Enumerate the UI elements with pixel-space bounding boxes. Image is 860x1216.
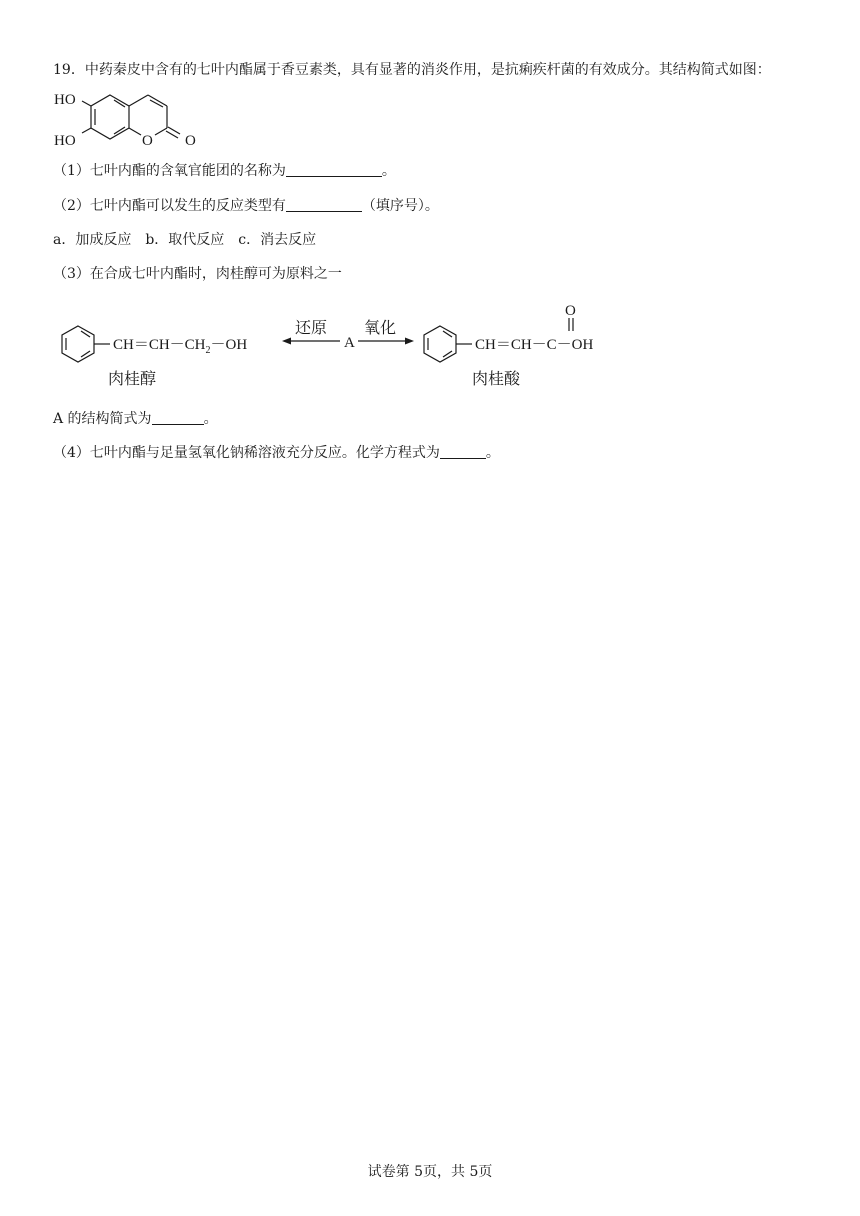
sub-question-a-end: 。 [203, 411, 218, 427]
sub-question-2-end: （填序号）。 [361, 198, 439, 214]
esculetin-structure [52, 84, 212, 154]
sub-question-a-text: A 的结构简式为 [53, 411, 152, 427]
intermediate-a-label: A [344, 335, 355, 351]
sub-question-2-text: （2）七叶内酯可以发生的反应类型有 [53, 198, 286, 214]
ho-bottom-label: HO [54, 133, 76, 149]
answer-blank-2[interactable] [286, 197, 362, 212]
sub-question-1 [53, 162, 396, 180]
sub-question-1-end: 。 [381, 163, 396, 179]
answer-blank-1[interactable] [286, 162, 382, 177]
sub-question-a [53, 410, 218, 428]
question-stem: 19．中药秦皮中含有的七叶内酯属于香豆素类，具有显著的消炎作用，是抗痢疾杆菌的有效成分。其结构简式如图： [53, 62, 771, 78]
answer-blank-4[interactable] [440, 444, 486, 459]
oxidation-label: 氧化 [364, 320, 397, 337]
ring-oxygen-label: O [142, 133, 153, 149]
options-line: a．加成反应 b．取代反应 c．消去反应 [53, 232, 317, 248]
reduction-label: 还原 [295, 320, 328, 337]
sub-question-2 [53, 197, 439, 215]
cinnamyl-alcohol-chain: $CH=CH-CH_2-OH$ [113, 337, 248, 356]
cinnamic-acid-name: 肉桂酸 [472, 371, 521, 388]
sub-question-3: （3）在合成七叶内酯时，肉桂醇可为原料之一 [53, 266, 342, 282]
page-footer: 试卷第 5页，共 5页 [367, 1164, 493, 1180]
sub-question-4-text: （4）七叶内酯与足量氢氧化钠稀溶液充分反应。化学方程式为 [53, 445, 440, 461]
cinnamic-acid-chain: CH＝CH－C－OH [475, 337, 594, 353]
sub-question-1-text: （1）七叶内酯的含氧官能团的名称为 [53, 163, 286, 179]
sub-question-4 [53, 444, 500, 462]
cinnamyl-alcohol-name: 肉桂醇 [108, 371, 157, 388]
reaction-scheme [50, 295, 640, 395]
carbonyl-oxygen-label: O [185, 133, 196, 149]
ho-top-label: HO [54, 92, 76, 108]
sub-question-4-end: 。 [485, 445, 500, 461]
answer-blank-a[interactable] [152, 410, 204, 425]
cinnamic-acid-carbonyl-o: O [565, 303, 576, 319]
